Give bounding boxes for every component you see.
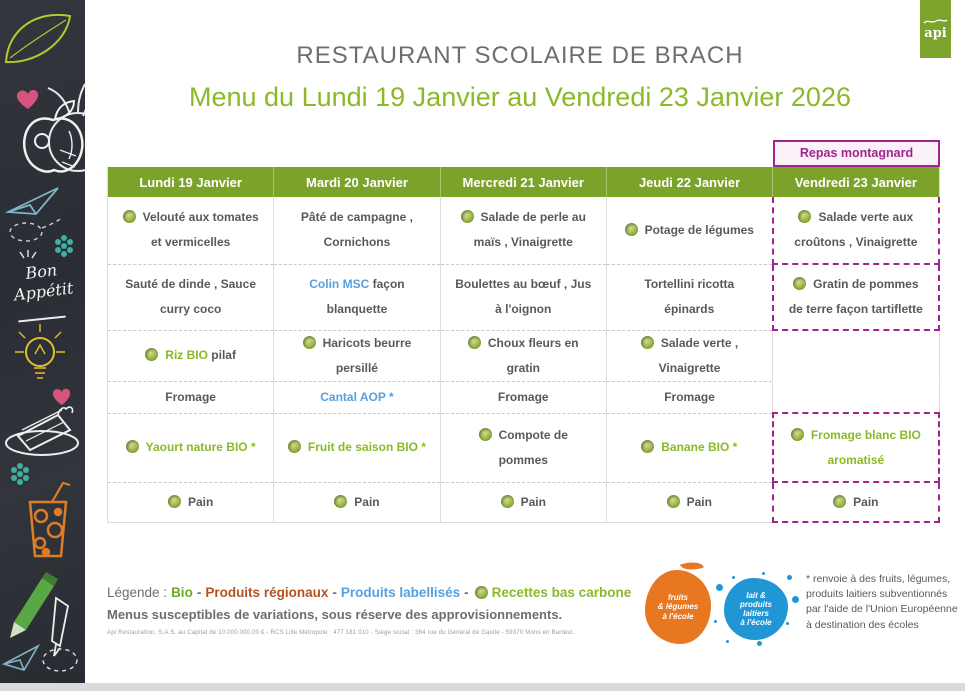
bas-carbone-icon (641, 440, 654, 453)
menu-item-text: Banane BIO * (661, 440, 738, 454)
menu-cell (773, 264, 939, 330)
lait-produits-laitiers-ecole-logo (724, 578, 788, 640)
menu-item-text: Pain (354, 494, 380, 509)
menu-row-fromage (108, 381, 940, 413)
pencil-doodle-icon (10, 572, 58, 638)
sparkle-doodle (20, 250, 36, 258)
menu-cell (606, 482, 772, 522)
menu-item-text: Compote de pommes (498, 427, 568, 467)
lightbulb-doodle-icon (15, 324, 65, 378)
column-header-0: Lundi 19 Janvier (108, 167, 274, 197)
dashed-trail-doodle (10, 217, 63, 241)
cake-doodle-icon (6, 407, 78, 455)
menu-cell (773, 197, 939, 264)
column-header-1: Mardi 20 Janvier (274, 167, 440, 197)
chalkboard-sidebar (0, 0, 85, 683)
column-header-4: Vendredi 23 Janvier (773, 167, 939, 197)
menu-cell (274, 264, 440, 330)
menu-item-text: Tortellini ricotta épinards (644, 277, 735, 316)
menu-cell (773, 413, 939, 482)
menu-cell (108, 197, 274, 264)
menu-cell (440, 197, 606, 264)
legend-item: Produits régionaux (205, 585, 329, 600)
menu-item-text: Yaourt nature BIO * (145, 440, 256, 454)
leaf-doodle-icon (6, 15, 70, 62)
chalk-doodles (0, 0, 85, 683)
menu-cell (274, 482, 440, 522)
flower2-doodle-icon (11, 463, 29, 485)
menu-cell (440, 330, 606, 381)
menu-cell (108, 482, 274, 522)
menu-item-text: Velouté aux tomates et vermicelles (142, 210, 259, 250)
legend-item: Produits labellisés (340, 585, 461, 600)
column-header-2: Mercredi 21 Janvier (440, 167, 606, 197)
eu-subsidy-note: * renvoie à des fruits, légumes, produits laitiers subventionnés par l'aide de l'Union Européenne à destination des écoles (806, 573, 958, 631)
menu-cell (440, 264, 606, 330)
menu-item-text: Fromage (497, 389, 549, 404)
apple-doodle-icon (24, 101, 82, 172)
drink-doodle-icon (30, 483, 70, 556)
bas-carbone-icon (667, 495, 680, 508)
menu-item-text: Choux fleurs en gratin (487, 335, 579, 375)
menu-item-text: Pain (853, 494, 879, 509)
logo-text-line: & légumes (657, 602, 699, 612)
menu-row-dessert (108, 413, 940, 482)
menu-item-text: Salade verte aux croûtons , Vinaigrette (794, 210, 918, 249)
bas-carbone-icon (641, 336, 654, 349)
menu-item-text: Riz BIO (165, 348, 208, 362)
pencil2-doodle-icon (52, 598, 68, 656)
logo-text-line: à l'école (740, 618, 772, 628)
menu-cell (108, 381, 274, 413)
menu-cell (606, 330, 772, 381)
menu-item-text: Pain (686, 494, 712, 509)
menu-item-text: Potage de légumes (644, 222, 754, 237)
bas-carbone-icon (475, 586, 488, 599)
menu-cell (274, 197, 440, 264)
bas-carbone-icon (793, 277, 806, 290)
legend-item: Recettes bas carbone (491, 585, 632, 600)
menu-row-accompagnement (108, 330, 940, 381)
menu-cell (440, 413, 606, 482)
menu-item-text: Salade de perle au maïs , Vinaigrette (473, 210, 586, 250)
legend-separator: - (196, 585, 202, 600)
menu-item-text: Fromage (165, 389, 216, 404)
logo-text-line: produits (740, 599, 772, 609)
menu-cell (274, 413, 440, 482)
menu-cell (606, 264, 772, 330)
day-header-row (108, 167, 940, 197)
logo-text-line: à l'école (662, 611, 694, 621)
menu-cell (606, 197, 772, 264)
menu-cell (108, 264, 274, 330)
bas-carbone-icon (468, 336, 481, 349)
logo-text-line: fruits (668, 593, 688, 603)
bas-carbone-icon (833, 495, 846, 508)
bas-carbone-icon (501, 495, 514, 508)
bas-carbone-icon (791, 428, 804, 441)
menu-row-pain (108, 482, 940, 522)
restaurant-title: RESTAURANT SCOLAIRE DE BRACH (296, 42, 744, 69)
bas-carbone-icon (334, 495, 347, 508)
bas-carbone-icon (303, 336, 316, 349)
menu-cell (274, 330, 440, 381)
menu-item-text: Salade verte , Vinaigrette (658, 335, 739, 375)
legend-separator: - (332, 585, 337, 600)
dashed-loop-doodle (43, 649, 77, 671)
menu-table (107, 167, 940, 523)
menu-item-text: Pain (520, 494, 546, 509)
bas-carbone-icon (145, 348, 158, 361)
special-meal-banner: Repas montagnard (773, 140, 940, 167)
menu-cell (274, 381, 440, 413)
menu-row-plat (108, 264, 940, 330)
menu-cell (606, 381, 772, 413)
paper-plane-doodle-icon (8, 188, 58, 214)
bottom-strip (0, 683, 965, 691)
menu-item-text: Sauté de dinde , Sauce curry coco (125, 277, 256, 316)
bas-carbone-icon (168, 495, 181, 508)
heart2-doodle-icon (53, 389, 70, 405)
legend (107, 585, 631, 600)
menu-item-text: Colin MSC (309, 277, 370, 291)
bas-carbone-icon (126, 440, 139, 453)
menu-cell (773, 482, 939, 522)
menu-cell (773, 330, 939, 381)
menu-item-text: façon blanquette (326, 277, 405, 316)
api-wave-icon (923, 18, 948, 26)
bas-carbone-icon (625, 223, 638, 236)
menu-title: Menu du Lundi 19 Janvier au Vendredi 23 Janvier 2026 (189, 82, 851, 112)
company-small-print: Api Restauration, S.A.S. au Capital de 10.000.000,00 € - RCS Lille Métropole : 477 181 010 - Siège social : 384 rue du Général de Gaulle - 59370 Mons en Barœul. (107, 630, 575, 636)
menu-cell (108, 413, 274, 482)
bon-appetit-text: Bon Appétit (12, 260, 75, 305)
menu-item-text: Gratin de pommes de terre façon tartiflette (788, 277, 923, 316)
menu-item-text: pilaf (207, 348, 236, 362)
menu-cell (440, 381, 606, 413)
menu-item-text: Pâté de campagne , Cornichons (300, 210, 413, 250)
menu-cell (606, 413, 772, 482)
flower-doodle-icon (55, 235, 73, 257)
column-header-3: Jeudi 22 Janvier (606, 167, 772, 197)
legend-label: Légende : (107, 585, 168, 600)
paper-plane2-doodle-icon (4, 646, 38, 670)
bas-carbone-icon (479, 428, 492, 441)
bas-carbone-icon (798, 210, 811, 223)
menu-item-text: Fromage blanc BIO aromatisé (810, 427, 921, 467)
menu-item-text: Pain (187, 494, 214, 509)
menu-item-text: Haricots beurre persillé (322, 335, 412, 375)
menu-row-entree (108, 197, 940, 264)
variation-note: Menus susceptibles de variations, sous réserve des approvisionnements. (107, 607, 563, 622)
heart-doodle-icon (17, 90, 38, 109)
legend-item: Bio (171, 585, 193, 600)
bas-carbone-icon (461, 210, 474, 223)
bas-carbone-icon (288, 440, 301, 453)
fruits-legumes-ecole-logo (645, 570, 711, 644)
legend-separator: - (464, 585, 469, 600)
api-logo (920, 0, 951, 58)
menu-cell (440, 482, 606, 522)
menu-cell (108, 330, 274, 381)
logo-text-line: lait & (746, 590, 766, 600)
menu-item-text: Cantal AOP * (320, 389, 394, 404)
menu-cell (773, 381, 939, 413)
bas-carbone-icon (123, 210, 136, 223)
menu-item-text: Boulettes au bœuf , Jus à l'oignon (455, 277, 592, 316)
api-logo-text: api (924, 26, 947, 41)
menu-item-text: Fromage (664, 389, 715, 404)
menu-item-text: Fruit de saison BIO * (307, 440, 426, 454)
logo-text-line: laitiers (743, 609, 769, 618)
